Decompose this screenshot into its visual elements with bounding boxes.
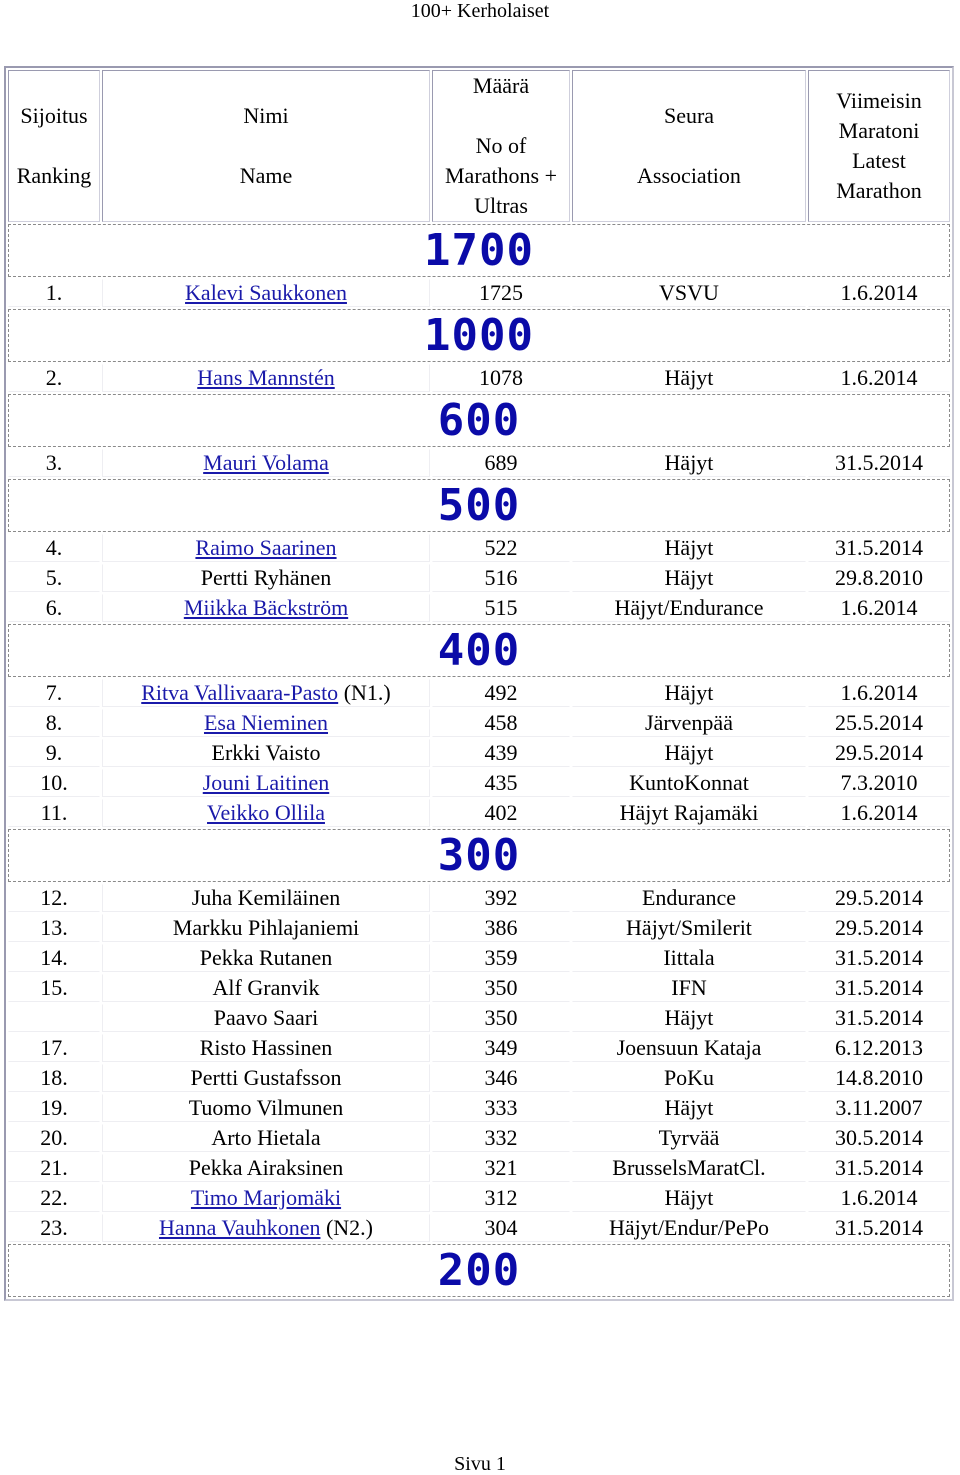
club-cell: Häjyt	[572, 449, 806, 477]
table-row	[8, 534, 950, 562]
member-name-link[interactable]: Hanna Vauhkonen	[158, 1215, 321, 1240]
group-label: 1700	[424, 225, 534, 276]
date-cell: 1.6.2014	[808, 279, 950, 307]
group-header-cell	[8, 394, 950, 447]
name-cell	[102, 594, 430, 622]
count-cell: 321	[432, 1154, 570, 1182]
rank-cell: 3.	[8, 449, 100, 477]
table-row	[8, 1184, 950, 1212]
header-count-en-2: Marathons +	[445, 163, 557, 188]
date-cell: 7.3.2010	[808, 769, 950, 797]
table-row	[8, 1034, 950, 1062]
count-cell: 333	[432, 1094, 570, 1122]
member-name-link[interactable]: Ritva Vallivaara-Pasto	[141, 680, 339, 705]
count-cell: 516	[432, 564, 570, 592]
count-cell: 1078	[432, 364, 570, 392]
count-cell: 689	[432, 449, 570, 477]
member-note: (N1.)	[338, 680, 391, 705]
rank-cell: 17.	[8, 1034, 100, 1062]
member-name: Pekka Airaksinen	[188, 1155, 344, 1180]
date-cell: 1.6.2014	[808, 594, 950, 622]
count-cell: 312	[432, 1184, 570, 1212]
date-cell: 30.5.2014	[808, 1124, 950, 1152]
date-cell: 1.6.2014	[808, 799, 950, 827]
count-cell: 492	[432, 679, 570, 707]
name-cell	[102, 1154, 430, 1182]
header-club-fi: Seura	[663, 103, 715, 128]
member-name: Alf Granvik	[212, 975, 320, 1000]
header-latest-fi-2: Maratoni	[838, 118, 920, 143]
member-name-link[interactable]: Jouni Laitinen	[202, 770, 330, 795]
name-cell	[102, 1094, 430, 1122]
header-count-fi: Määrä	[472, 73, 530, 98]
club-cell: Tyrvää	[572, 1124, 806, 1152]
name-cell	[102, 914, 430, 942]
club-cell: Järvenpää	[572, 709, 806, 737]
group-header-cell	[8, 224, 950, 277]
header-club-en: Association	[637, 163, 741, 188]
table-row	[8, 1154, 950, 1182]
rank-cell: 1.	[8, 279, 100, 307]
club-cell: BrusselsMaratCl.	[572, 1154, 806, 1182]
rank-cell: 14.	[8, 944, 100, 972]
name-cell	[102, 884, 430, 912]
club-cell: Häjyt	[572, 679, 806, 707]
group-header-cell	[8, 829, 950, 882]
rank-cell: 5.	[8, 564, 100, 592]
date-cell: 31.5.2014	[808, 449, 950, 477]
club-cell: Häjyt	[572, 564, 806, 592]
rank-cell: 4.	[8, 534, 100, 562]
name-cell	[102, 709, 430, 737]
rank-cell: 12.	[8, 884, 100, 912]
date-cell: 3.11.2007	[808, 1094, 950, 1122]
rank-cell: 13.	[8, 914, 100, 942]
header-latest-fi-1: Viimeisin	[836, 88, 922, 113]
member-name: Pertti Gustafsson	[190, 1065, 342, 1090]
club-cell: Häjyt Rajamäki	[572, 799, 806, 827]
rank-cell: 18.	[8, 1064, 100, 1092]
name-cell	[102, 279, 430, 307]
count-cell: 346	[432, 1064, 570, 1092]
member-name: Markku Pihlajaniemi	[172, 915, 360, 940]
table-row	[8, 594, 950, 622]
date-cell: 1.6.2014	[808, 364, 950, 392]
group-header-cell	[8, 624, 950, 677]
date-cell: 14.8.2010	[808, 1064, 950, 1092]
group-header-row	[8, 309, 950, 362]
count-cell: 350	[432, 1004, 570, 1032]
table-row	[8, 1004, 950, 1032]
table-row	[8, 1214, 950, 1242]
header-name-en: Name	[239, 163, 293, 188]
date-cell: 25.5.2014	[808, 709, 950, 737]
table-row	[8, 769, 950, 797]
club-cell: Häjyt/Endur/PePo	[572, 1214, 806, 1242]
member-name: Arto Hietala	[211, 1125, 321, 1150]
count-cell: 439	[432, 739, 570, 767]
rank-cell: 19.	[8, 1094, 100, 1122]
count-cell: 350	[432, 974, 570, 1002]
header-count	[432, 70, 570, 222]
header-count-en-3: Ultras	[474, 193, 528, 218]
group-header-cell	[8, 309, 950, 362]
group-header-row	[8, 624, 950, 677]
count-cell: 522	[432, 534, 570, 562]
name-cell	[102, 799, 430, 827]
date-cell: 1.6.2014	[808, 1184, 950, 1212]
date-cell: 29.5.2014	[808, 884, 950, 912]
count-cell: 359	[432, 944, 570, 972]
member-note: (N2.)	[320, 1215, 374, 1240]
name-cell	[102, 364, 430, 392]
table-row	[8, 1124, 950, 1152]
rank-cell: 11.	[8, 799, 100, 827]
date-cell: 31.5.2014	[808, 944, 950, 972]
count-cell: 402	[432, 799, 570, 827]
header-club	[572, 70, 806, 222]
member-name: Risto Hassinen	[199, 1035, 333, 1060]
table-row	[8, 279, 950, 307]
club-cell: Häjyt	[572, 1184, 806, 1212]
results-table	[4, 66, 954, 1301]
table-row	[8, 364, 950, 392]
results-body	[8, 224, 950, 1297]
member-name-link[interactable]: Mauri Volama	[203, 450, 329, 475]
name-cell	[102, 1064, 430, 1092]
group-header-row	[8, 829, 950, 882]
date-cell: 31.5.2014	[808, 1214, 950, 1242]
count-cell: 392	[432, 884, 570, 912]
table-row	[8, 944, 950, 972]
rank-cell: 6.	[8, 594, 100, 622]
header-ranking	[8, 70, 100, 222]
club-cell: Häjyt/Smilerit	[572, 914, 806, 942]
date-cell: 29.5.2014	[808, 739, 950, 767]
club-cell: Iittala	[572, 944, 806, 972]
group-header-row	[8, 224, 950, 277]
rank-cell	[8, 1004, 100, 1032]
count-cell: 386	[432, 914, 570, 942]
table-row	[8, 1094, 950, 1122]
member-name-link[interactable]: Veikko Ollila	[207, 800, 325, 825]
group-label: 600	[437, 395, 521, 446]
club-cell: Joensuun Kataja	[572, 1034, 806, 1062]
header-latest-en-2: Marathon	[836, 178, 922, 203]
member-name: Erkki Vaisto	[211, 740, 321, 765]
name-cell	[102, 1214, 430, 1242]
name-cell	[102, 1004, 430, 1032]
date-cell: 1.6.2014	[808, 679, 950, 707]
member-name: Paavo Saari	[213, 1005, 319, 1030]
name-cell	[102, 1124, 430, 1152]
club-cell: IFN	[572, 974, 806, 1002]
group-label: 300	[437, 830, 521, 881]
club-cell: Häjyt	[572, 1004, 806, 1032]
table-header-row	[8, 70, 950, 222]
count-cell: 458	[432, 709, 570, 737]
count-cell: 349	[432, 1034, 570, 1062]
club-cell: Endurance	[572, 884, 806, 912]
rank-cell: 15.	[8, 974, 100, 1002]
club-cell: Häjyt	[572, 534, 806, 562]
name-cell	[102, 739, 430, 767]
name-cell	[102, 534, 430, 562]
count-cell: 304	[432, 1214, 570, 1242]
name-cell	[102, 1034, 430, 1062]
header-latest-en-1: Latest	[852, 148, 906, 173]
date-cell: 29.5.2014	[808, 914, 950, 942]
club-cell: KuntoKonnat	[572, 769, 806, 797]
header-name	[102, 70, 430, 222]
table-row	[8, 974, 950, 1002]
name-cell	[102, 769, 430, 797]
rank-cell: 21.	[8, 1154, 100, 1182]
club-cell: VSVU	[572, 279, 806, 307]
group-header-row	[8, 1244, 950, 1297]
date-cell: 31.5.2014	[808, 974, 950, 1002]
club-cell: Häjyt	[572, 1094, 806, 1122]
member-name-link[interactable]: Timo Marjomäki	[190, 1185, 342, 1210]
count-cell: 1725	[432, 279, 570, 307]
header-latest	[808, 70, 950, 222]
rank-cell: 9.	[8, 739, 100, 767]
club-cell: Häjyt	[572, 364, 806, 392]
name-cell	[102, 944, 430, 972]
club-cell: Häjyt/Endurance	[572, 594, 806, 622]
table-row	[8, 914, 950, 942]
member-name: Pekka Rutanen	[199, 945, 333, 970]
member-name: Pertti Ryhänen	[200, 565, 332, 590]
date-cell: 31.5.2014	[808, 534, 950, 562]
header-ranking-en: Ranking	[16, 163, 92, 188]
rank-cell: 8.	[8, 709, 100, 737]
date-cell: 29.8.2010	[808, 564, 950, 592]
count-cell: 332	[432, 1124, 570, 1152]
table-row	[8, 884, 950, 912]
header-ranking-fi: Sijoitus	[20, 103, 88, 128]
club-cell: Häjyt	[572, 739, 806, 767]
member-name-link[interactable]: Raimo Saarinen	[195, 535, 337, 560]
member-name: Juha Kemiläinen	[191, 885, 341, 910]
member-name-link[interactable]: Miikka Bäckström	[183, 595, 349, 620]
group-header-row	[8, 479, 950, 532]
group-header-row	[8, 394, 950, 447]
header-name-fi: Nimi	[243, 103, 289, 128]
member-name-link[interactable]: Hans Mannstén	[197, 365, 335, 390]
name-cell	[102, 679, 430, 707]
rank-cell: 20.	[8, 1124, 100, 1152]
group-label: 200	[437, 1245, 521, 1296]
table-row	[8, 709, 950, 737]
table-row	[8, 564, 950, 592]
rank-cell: 10.	[8, 769, 100, 797]
count-cell: 435	[432, 769, 570, 797]
name-cell	[102, 974, 430, 1002]
member-name-link[interactable]: Kalevi Saukkonen	[185, 280, 347, 305]
name-cell	[102, 1184, 430, 1212]
date-cell: 31.5.2014	[808, 1004, 950, 1032]
table-row	[8, 739, 950, 767]
date-cell: 6.12.2013	[808, 1034, 950, 1062]
group-label: 500	[437, 480, 521, 531]
group-label: 400	[437, 625, 521, 676]
name-cell	[102, 564, 430, 592]
member-name-link[interactable]: Esa Nieminen	[203, 710, 329, 735]
rank-cell: 7.	[8, 679, 100, 707]
results-table-wrapper	[4, 66, 954, 1426]
header-count-en-1: No of	[475, 133, 527, 158]
group-header-cell	[8, 479, 950, 532]
name-cell	[102, 449, 430, 477]
page-footer: Sivu 1	[454, 1453, 506, 1475]
group-label: 1000	[424, 310, 534, 361]
table-row	[8, 449, 950, 477]
table-row	[8, 799, 950, 827]
rank-cell: 22.	[8, 1184, 100, 1212]
rank-cell: 2.	[8, 364, 100, 392]
table-row	[8, 679, 950, 707]
group-header-cell	[8, 1244, 950, 1297]
count-cell: 515	[432, 594, 570, 622]
table-row	[8, 1064, 950, 1092]
page-title: 100+ Kerholaiset	[410, 0, 550, 22]
club-cell: PoKu	[572, 1064, 806, 1092]
date-cell: 31.5.2014	[808, 1154, 950, 1182]
member-name: Tuomo Vilmunen	[188, 1095, 344, 1120]
rank-cell: 23.	[8, 1214, 100, 1242]
